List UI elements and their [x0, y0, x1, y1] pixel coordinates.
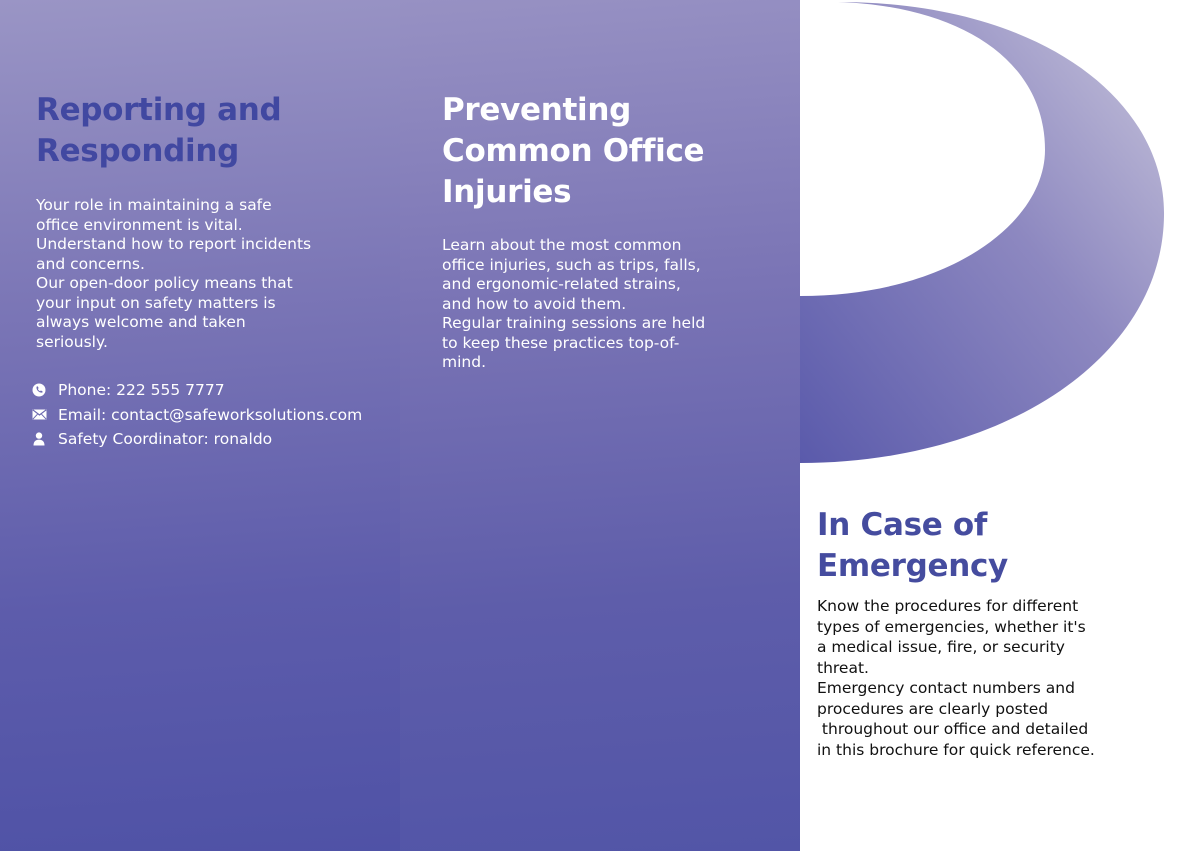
- body-line: and concerns.: [36, 254, 145, 273]
- body-line: seriously.: [36, 332, 108, 351]
- body-line: office injuries, such as trips, falls,: [442, 255, 701, 274]
- preventing-body: [442, 236, 742, 373]
- heading-line: Injuries: [442, 174, 572, 210]
- body-line: your input on safety matters is: [36, 293, 276, 312]
- body-line: to keep these practices top-of-: [442, 333, 680, 352]
- body-line: threat.: [817, 658, 869, 677]
- panel-emergency: [800, 0, 1200, 851]
- body-line: a medical issue, fire, or security: [817, 638, 1065, 656]
- body-line: in this brochure for quick reference.: [817, 740, 1095, 759]
- body-line: and how to avoid them.: [442, 294, 627, 313]
- body-line: always welcome and taken: [36, 313, 246, 331]
- panel-preventing: [400, 0, 800, 851]
- reporting-body: [36, 196, 336, 352]
- contact-email-text: Email: contact@safeworksolutions.com: [58, 405, 363, 424]
- contact-coordinator-text: Safety Coordinator: ronaldo: [58, 430, 273, 449]
- user-icon: [30, 432, 48, 446]
- body-line: Our open-door policy means that: [36, 274, 293, 292]
- body-line: Know the procedures for different: [817, 597, 1079, 615]
- body-line: and ergonomic-related strains,: [442, 275, 681, 293]
- body-line: Regular training sessions are held: [442, 314, 706, 332]
- contact-coordinator: [30, 427, 395, 452]
- email-icon: [30, 408, 48, 422]
- contact-list: [30, 378, 395, 452]
- decorative-arc: [800, 0, 1200, 470]
- body-line: Learn about the most common: [442, 236, 682, 254]
- body-line: Understand how to report incidents: [36, 235, 312, 253]
- contact-phone-text: Phone: 222 555 7777: [58, 381, 225, 400]
- body-line: Emergency contact numbers and: [817, 679, 1075, 697]
- body-line: types of emergencies, whether it's: [817, 617, 1086, 636]
- body-line: procedures are clearly posted: [817, 699, 1049, 718]
- body-line: office environment is vital.: [36, 215, 243, 234]
- heading-reporting: [36, 90, 376, 172]
- heading-line: In Case of: [817, 507, 988, 543]
- heading-preventing: [442, 90, 772, 213]
- heading-line: Common Office: [442, 133, 705, 169]
- heading-line: Emergency: [817, 548, 1008, 584]
- heading-line: Responding: [36, 133, 239, 169]
- contact-email: [30, 403, 395, 428]
- contact-phone: [30, 378, 395, 403]
- panel-reporting: [0, 0, 400, 851]
- body-line: throughout our office and detailed: [817, 720, 1089, 738]
- body-line: Your role in maintaining a safe: [36, 196, 272, 214]
- heading-line: Reporting and: [36, 92, 282, 128]
- phone-icon: [30, 383, 48, 397]
- emergency-body: [817, 596, 1117, 760]
- body-line: mind.: [442, 353, 486, 371]
- heading-line: Preventing: [442, 92, 632, 128]
- heading-emergency: [817, 505, 1157, 587]
